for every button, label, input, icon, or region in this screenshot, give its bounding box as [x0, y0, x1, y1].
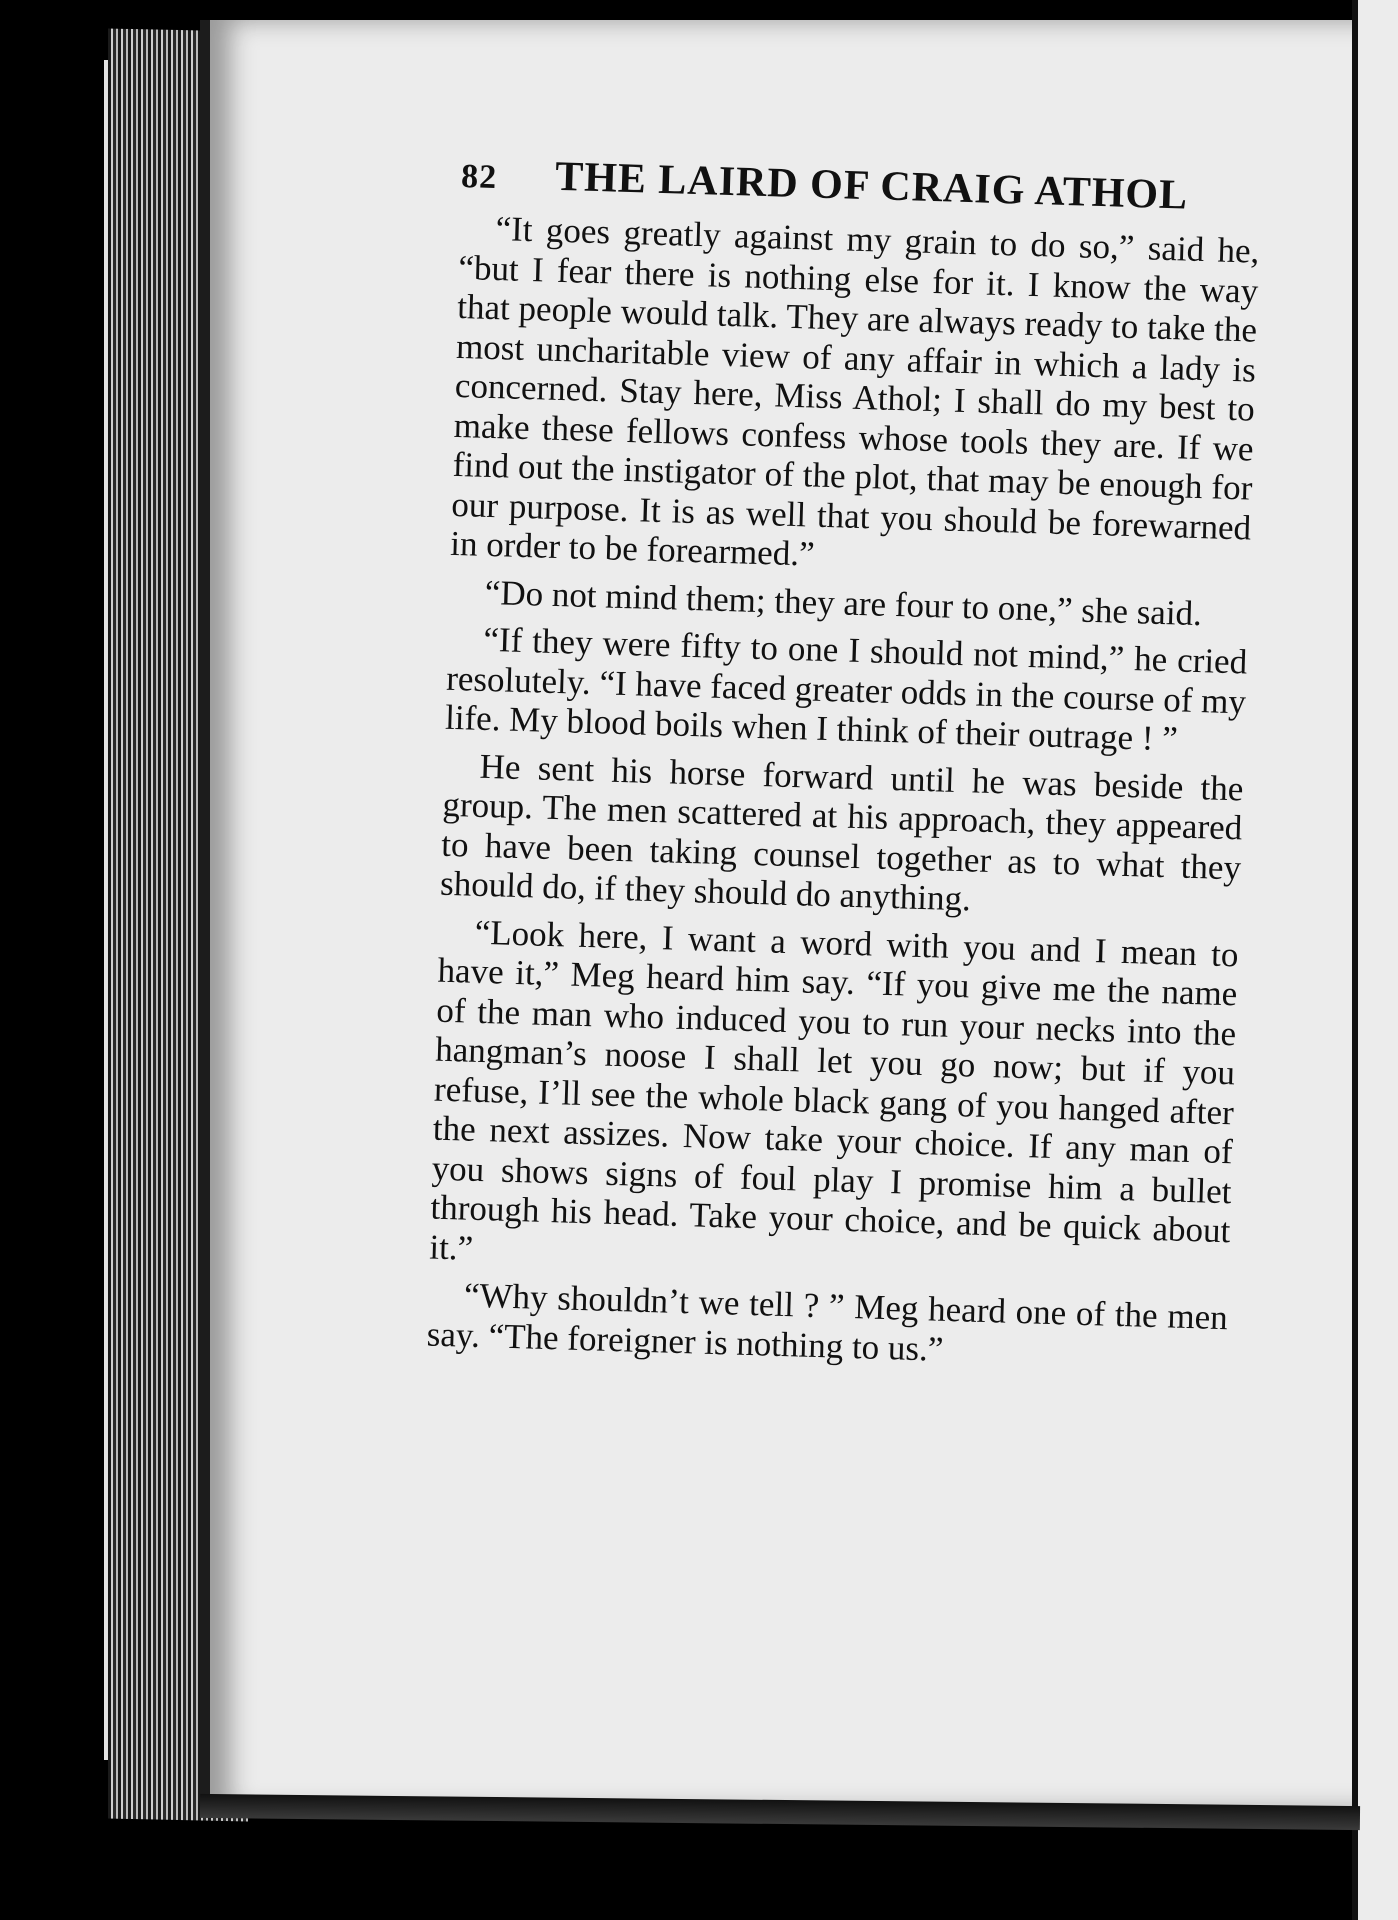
running-title: THE LAIRD OF CRAIG ATHOL: [554, 153, 1189, 219]
paragraph-1: “It goes greatly against my grain to do so,” said he, “but I fear there is nothing else for it. I know the way that people would talk. They are always ready to take the most uncharitable view of any affair in which a lady is concerned. Stay here, Miss Athol; I shall do my best to make these fellows confess whose tools they are. If we find out the instigator of the plot, that may be enough for our purpose. It is as well that you should be forewarned in order to be forearmed.”: [449, 209, 1260, 574]
paragraph-3: “If they were fifty to one I should not mind,” he cried resolutely. “I have faced greater odds in the course of my life. My blood boils when I think of their outrage ! ”: [444, 619, 1248, 759]
page-number: 82: [460, 157, 498, 197]
page-text-block: [426, 150, 1262, 1385]
right-page-margin: [1352, 0, 1398, 1920]
paragraph-5: “Look here, I want a word with you and I mean to have it,” Meg heard him say. “If you give me the name of the man who induced you to run your necks into the hangman’s noose I shall let you go now; but if you refuse, I’ll see the whole black gang of you hanged after the next assizes. Now take your choice. If any man of you shows signs of foul play I promise him a bullet through his head. Take your choice, and be quick about it.”: [428, 912, 1240, 1268]
paragraph-6: “Why shouldn’t we tell ? ” Meg heard one of the men say. “The foreigner is nothing to us.”: [426, 1275, 1229, 1369]
paragraph-2: “Do not mind them; they are four to one,” she said.: [484, 572, 1203, 633]
paragraph-4: He sent his horse forward until he was beside the group. The men scattered at his approach, they appeared to have been taking counsel together as to what they should do, if they should do anything.: [439, 746, 1244, 919]
